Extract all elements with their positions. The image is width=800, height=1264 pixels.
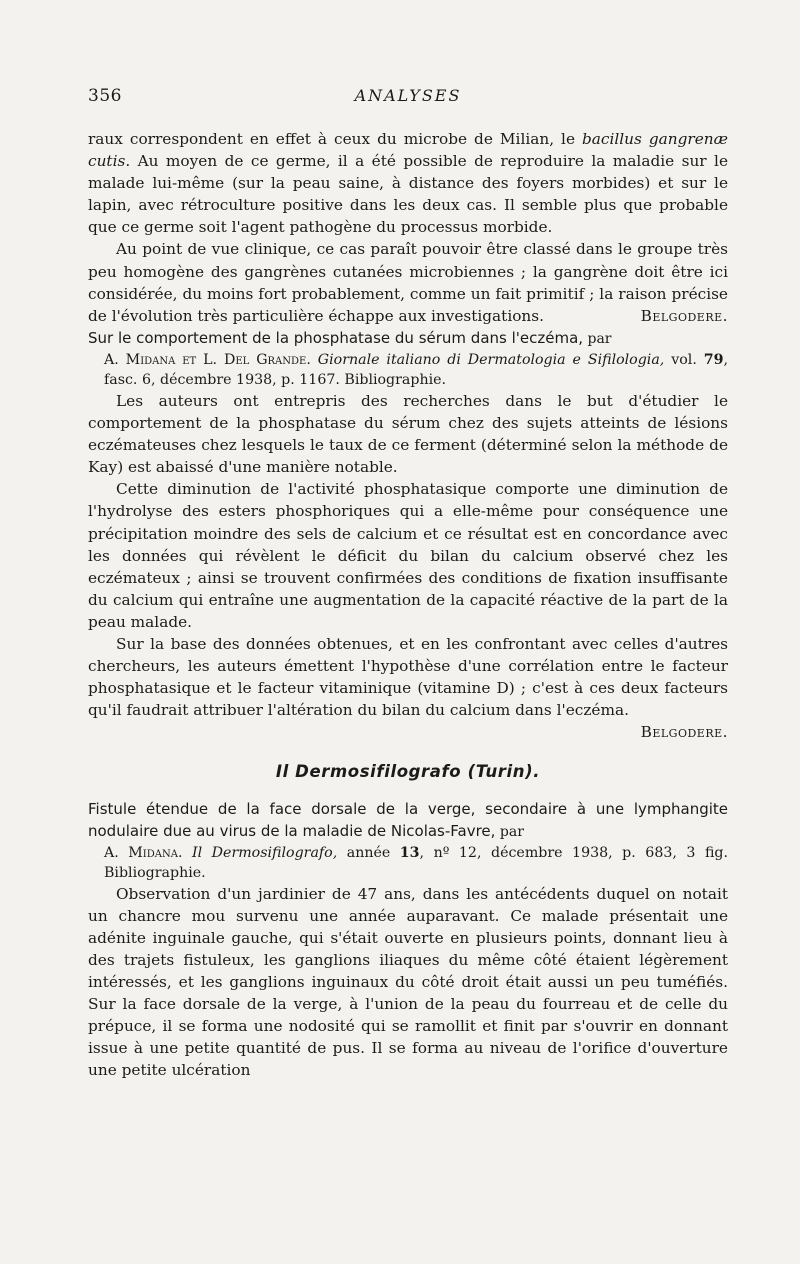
article2-ref-rest: , nº 12, décembre 1938, p. 683, 3 fig. Bibliographie. [104,844,729,881]
article1-signature: Belgodere. [640,723,728,742]
article2-paragraph-1: Observation d'un jardinier de 47 ans, dans les antécédents duquel on notait un chancre mou survenu une année auparavant. Ce malade présentait une adénite inguinale gauche, qui s'était ouverte en plusieurs points, donnant lieu à des trajets fistuleux, les ganglions iliaques du même côté étaient légèrement intéressés, et les ganglions inguinaux du côté droit était aussi un peu tuméfiés. Sur la face dorsale de la verge, à l'union de la peau du fourreau et de celle du prépuce, il se forma une nodosité qui se ramollit et finit par s'ouvrir en donnant issue à une petite quantité de pus. Il se forma au niveau de l'orifice d'ouverture une petite ulcération [88,884,728,1080]
article2-year-prefix: année [337,844,400,861]
article1-ref-rest: , fasc. 6, décembre 1938, p. 1167. Bibliographie. [104,351,729,388]
article1-p3-text: Sur la base des données obtenues, et en les confrontant avec celles d'autres chercheurs, les auteurs émettent l'hypothèse d'une corrélation entre le facteur phosphatasique et le facteur vitaminique (vitamine D) ; c'est à ces deux facteurs qu'il faudrait attribuer l'altération du bilan du calcium dans l'eczéma. [88,634,728,720]
article1-reference [88,350,728,390]
article1-title [88,327,728,350]
article2-author: A. Midana. [104,844,183,861]
article2-title-text: Fistule étendue de la face dorsale de la verge, secondaire à une lymphangite nodulaire due au virus de la maladie de Nicolas-Favre, [88,799,728,840]
article1-paragraph-3 [88,633,728,743]
intro-paragraph-1 [88,128,728,238]
article1-paragraph-2: Cette diminution de l'activité phosphatasique comporte une diminution de l'hydrolyse des esters phosphoriques qui a elle-même pour conséquence une précipitation moindre des sels de calcium et ce résultat est en concordance avec les données qui révèlent le déficit du bilan du calcium observé chez les eczémateux ; ainsi se trouvent confirmées des conditions de fixation insuffisante du calcium qui entraîne une augmentation de la capacité réactive de la part de la peau malade. [88,480,728,631]
article2-year-num: 13 [399,844,420,861]
article2-journal: Il Dermosifilografo, [192,844,338,861]
page-header [88,86,728,116]
article1-par: par [583,330,612,347]
article1-title-text: Sur le comportement de la phosphatase du sérum dans l'eczéma, [88,328,584,347]
article2-title [88,798,728,843]
page-number: 356 [88,86,122,106]
intro-text-b: . Au moyen de ce germe, il a été possible de reproduire la maladie sur le malade lui-même (sur la peau saine, à distance des foyers morbides) et sur le lapin, avec rétroculture positive dans les deux cas. Il semble plus que probable que ce germe soit l'agent pathogène du processus morbide. [88,152,728,237]
intro-p2-text: Au point de vue clinique, ce cas paraît pouvoir être classé dans le groupe très peu homogène des gangrènes cutanées microbiennes ; la gangrène doit être ici considérée, du moins fort probablement, comme un fait primitif ; la raison précise de l'évolution très particulière échappe aux investigations. [88,240,728,325]
article1-paragraph-1: Les auteurs ont entrepris des recherches dans le but d'étudier le comportement de la phosphatase du sérum chez des sujets atteints de lésions eczémateuses chez lesquels le taux de ce ferment (déterminé selon la méthode de Kay) est abaissé d'une manière notable. [88,391,728,477]
article1-vol-prefix: vol. [671,351,704,368]
article1-authors: A. Midana et L. Del Grande. [104,351,311,368]
section-heading: Il Dermosifilografo (Turin). [275,762,541,782]
intro-signature: Belgodere. [640,306,728,325]
page-body [88,128,728,1082]
intro-text-a: raux correspondent en effet à ceux du microbe de Milian, le [88,130,582,148]
article2-reference [88,843,728,883]
intro-paragraph-2 [88,238,728,326]
running-title: ANALYSES [354,86,462,105]
article1-vol: 79 [703,351,724,368]
article1-journal: Giornale italiano di Dermatologia e Sifilologia, [317,351,665,368]
intro-latin-term: bacillus gangrenæ cutis [88,130,728,171]
article2-par: par [495,823,524,840]
